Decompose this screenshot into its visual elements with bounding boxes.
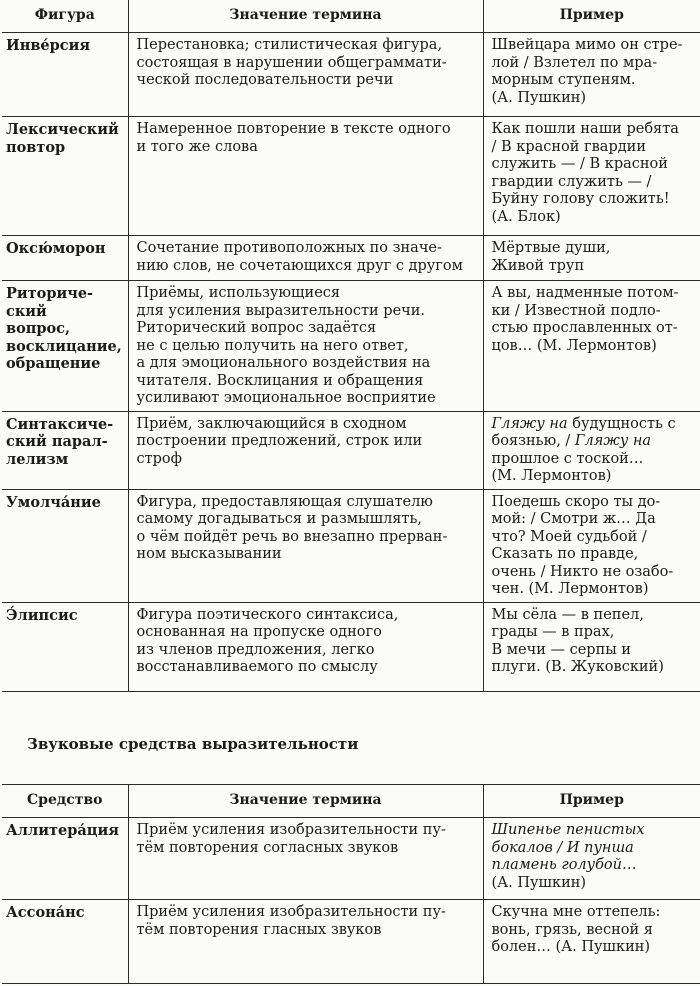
example-cell: Поедешь скоро ты до- мой: / Смотри ж… Да что? Моей судьбой / Сказать по правде, очень / Никто не озабо- чен. (М. Лермонтов) — [483, 489, 700, 602]
meaning-cell: Приём усиления изобразительности пу- тём повторения согласных звуков — [128, 818, 483, 900]
sound-devices-table — [2, 784, 700, 984]
column-header-example: Пример — [483, 0, 700, 33]
term-cell: Синтаксиче- ский парал- лелизм — [2, 411, 128, 489]
column-header-device: Средство — [2, 785, 128, 818]
meaning-cell: Сочетание противоположных по значе- нию слов, не сочетающихся друг с другом — [128, 236, 483, 281]
meaning-cell: Приём усиления изобразительности пу- тём повторения гласных звуков — [128, 900, 483, 984]
term-cell: Ассона́нс — [2, 900, 128, 984]
example-cell: А вы, надменные потом- ки / Известной подло- стью прославленных от- цов… (М. Лермонтов) — [483, 281, 700, 412]
example-cell: Швейцара мимо он стре- лой / Взлетел по мра- морным ступеням. (А. Пушкин) — [483, 33, 700, 117]
example-text-fragment: будущность с боязнью, / — [491, 415, 676, 449]
table-row — [2, 33, 700, 117]
table-row — [2, 900, 700, 984]
table-row — [2, 236, 700, 281]
term-cell: Инве́рсия — [2, 33, 128, 117]
table-row — [2, 411, 700, 489]
table-row — [2, 602, 700, 691]
column-header-example: Пример — [483, 785, 700, 818]
term-cell: Э́липсис — [2, 602, 128, 691]
meaning-cell: Приёмы, использующиеся для усиления выразительности речи. Риторический вопрос задаётся не с целью получить на него ответ, а для эмоционального воздействия на читателя. Восклицания и обращения усиливают эмоциональное восприятие — [128, 281, 483, 412]
table-header-row — [2, 0, 700, 33]
example-cell: Мёртвые души, Живой труп — [483, 236, 700, 281]
column-header-meaning: Значение термина — [128, 785, 483, 818]
stylistic-figures-table — [2, 0, 700, 692]
meaning-cell: Приём, заключающийся в сходном построении предложений, строк или строф — [128, 411, 483, 489]
table-row — [2, 818, 700, 900]
column-header-meaning: Значение термина — [128, 0, 483, 33]
example-text-fragment: (А. Пушкин) — [491, 874, 587, 891]
example-cell: Мы сёла — в пепел, грады — в прах, В мечи — серпы и плуги. (В. Жуковский) — [483, 602, 700, 691]
term-cell: Риториче- ский вопрос, восклицание, обращение — [2, 281, 128, 412]
example-italic-fragment: Гляжу на — [574, 433, 652, 449]
table-header-row — [2, 785, 700, 818]
table-row — [2, 117, 700, 236]
term-cell: Оксю́морон — [2, 236, 128, 281]
meaning-cell: Фигура, предоставляющая слушателю самому догадываться и размышлять, о чём пойдёт речь во внезапно прерван- ном высказывании — [128, 489, 483, 602]
example-cell — [483, 411, 700, 489]
example-italic-fragment: Шипенье пенистых бокалов / И пунша пламень голубой… — [491, 822, 645, 873]
example-text-fragment: прошлое с тоской… (М. Лермонтов) — [491, 450, 644, 484]
column-header-figure: Фигура — [2, 0, 128, 33]
example-italic-fragment: Гляжу на — [491, 415, 568, 432]
example-cell: Скучна мне оттепель: вонь, грязь, весной я болен… (А. Пушкин) — [483, 900, 700, 984]
example-cell: Как пошли наши ребята / В красной гвардии служить — / В красной гвардии служить — / Буйну голову сложить! (А. Блок) — [483, 117, 700, 236]
meaning-cell: Перестановка; стилистическая фигура, состоящая в нарушении общеграммати- ческой последовательности речи — [128, 33, 483, 117]
term-cell: Аллитера́ция — [2, 818, 128, 900]
table-row — [2, 281, 700, 412]
table-row — [2, 489, 700, 602]
term-cell: Умолча́ние — [2, 489, 128, 602]
meaning-cell: Намеренное повторение в тексте одного и того же слова — [128, 117, 483, 236]
example-cell — [483, 818, 700, 900]
term-cell: Лексический повтор — [2, 117, 128, 236]
section-title: Звуковые средства выразительности — [27, 735, 359, 753]
meaning-cell: Фигура поэтического синтаксиса, основанная на пропуске одного из членов предложения, легко восстанавливаемого по смыслу — [128, 602, 483, 691]
